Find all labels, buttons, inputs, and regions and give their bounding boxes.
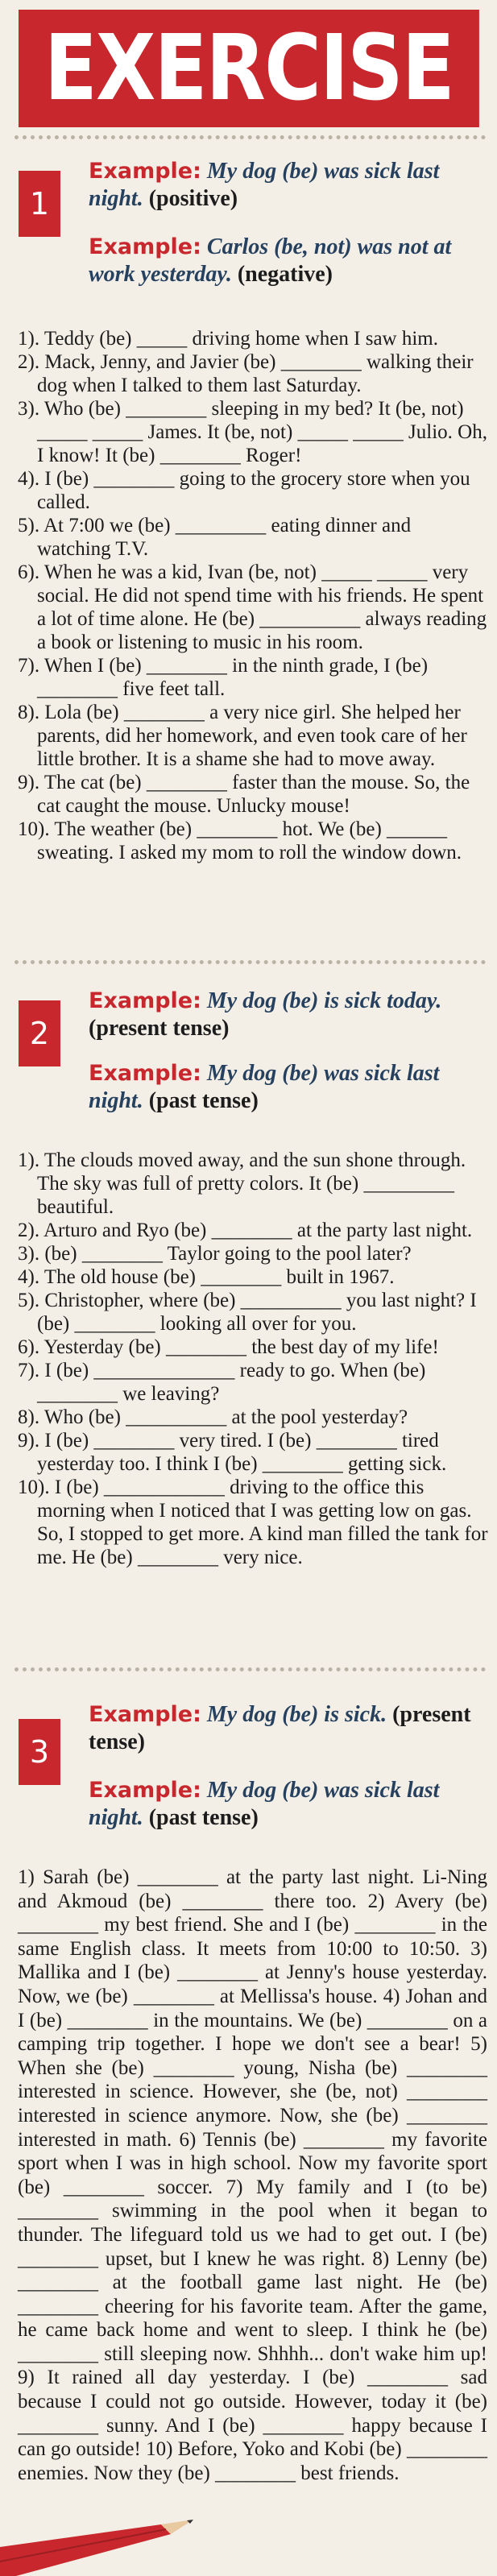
list-item: 1). Teddy (be) _____ driving home when I saw him. [18,328,438,350]
example-type: (present tense) [89,1016,230,1041]
example-sentence: Carlos (be, not) was not at work yesterday. [89,234,452,287]
list-item: 4). The old house (be) ________ built in 1967. [18,1266,395,1288]
list-item: 7). When I (be) ________ in the ninth grade, I (be) ________ five feet tall. [18,655,429,700]
example-label: Example: [89,159,201,184]
list-item: 10). I (be) ____________ driving to the office this morning when I noticed that I was getting low on gas. So, I stopped to get more. A kind man filled the tank for me. He (be) ________ very nice. [18,1476,488,1568]
list-item: 10). The weather (be) ________ hot. We (be) ______ sweating. I asked my mom to roll the window down. [18,818,462,863]
example-sentence: My dog (be) is sick today. [206,988,442,1013]
list-item: 8). Lola (be) ________ a very nice girl. She helped her parents, did her homework, and even took care of her little brother. It is a shame she had to move away. [18,702,467,770]
list-item: 5). At 7:00 we (be) _________ eating dinner and watching T.V. [18,515,412,560]
example-type: (positive) [148,186,238,211]
example-type: (past tense) [148,1088,259,1113]
exercise-paragraph: 1) Sarah (be) ________ at the party last night. Li-Ning and Akmoud (be) ________ there too. 2) Avery (be) ________ my best friend. She and I (be) ________ in the same English class. It meets from 10:00 to 10:50. 3) Mallika and I (be) ________ at Jenny's house yesterday. Now, we (be) ________ at Mellissa's house. 4) Johan and I (be) ________ in the mountains. We (be) ________ on a camping trip together. I hope we don't see a bear! 5) When she (be) ________ young, Nisha (be) ________ interested in science. However, she (be, not) ________ interested in science anymore. Now, she (be) ________ interested in math. 6) Tennis (be) ________ my favorite sport when I was in high school. Now my favorite sport (be) ________ soccer. 7) My family and I (to be) ________ swimming in the pool when it began to thunder. The lifeguard told us we had to get out. I (be) ________ upset, but I knew he was right. 8) Lenny (be) ________ at the football game last night. He (be) ________ cheering for his favorite team. After the game, he came back home and went to sleep. I think he (be) ________ still sleeping now. Shhhh... don't wake him up! 9) It rained all day yesterday. I (be) ________ sad because I could not go outside. However, today it (be) ________ sunny. And I (be) ________ happy because I can go outside! 10) Before, Yoko and Kobi (be) ________ enemies. Now they (be) ________ best friends. [18,1866,487,2484]
list-item: 2). Mack, Jenny, and Javier (be) ________ walking their dog when I talked to them last Saturday. [18,351,474,396]
section-number-badge: 1 [19,171,60,237]
exercise-list-1 [18,327,489,864]
list-item: 5). Christopher, where (be) __________ you last night? I (be) ________ looking all over for you. [18,1290,477,1335]
list-item: 6). Yesterday (be) ________ the best day of my life! [18,1336,439,1358]
example-sentence: My dog (be) was sick last night. [89,1778,440,1830]
divider [14,960,486,964]
section-number-badge: 2 [19,1000,60,1066]
list-item: 8). Who (be) __________ at the pool yesterday? [18,1406,408,1428]
section-number-badge: 3 [19,1719,60,1785]
example-type: (past tense) [148,1805,259,1830]
example-type: (present tense) [89,1702,471,1754]
exercise-list-2 [18,1149,489,1569]
list-item: 3). Who (be) ________ sleeping in my bed? It (be, not) _____ _____ James. It (be, not) _____ _____ Julio. Oh, I know! It (be) ________ Roger! [18,398,487,466]
list-item: 3). (be) ________ Taylor going to the pool later? [18,1243,412,1265]
example-present [89,988,491,1042]
list-item: 6). When he was a kid, Ivan (be, not) _____ _____ very social. He did not spend time with his friends. He spent a lot of time alone. He (be) __________ always reading a book or listening to music in his room. [18,561,487,653]
page-title: EXERCISE [19,10,479,127]
example-label: Example: [89,234,201,259]
divider [14,1667,486,1671]
pencil-icon [0,2520,201,2576]
list-item: 1). The clouds moved away, and the sun shone through. The sky was full of pretty colors. It (be) _________ beautiful. [18,1149,466,1218]
example-sentence: My dog (be) was sick last night. [89,159,440,211]
list-item: 7). I (be) ______________ ready to go. When (be) ________ we leaving? [18,1360,426,1405]
example-label: Example: [89,988,201,1013]
example-negative [89,234,491,288]
example-past [89,1777,491,1832]
example-past [89,1060,491,1115]
example-sentence: My dog (be) is sick. [206,1702,387,1727]
example-sentence: My dog (be) was sick last night. [89,1061,440,1113]
example-label: Example: [89,1702,201,1727]
example-label: Example: [89,1778,201,1803]
example-positive [89,158,491,213]
divider [14,135,486,139]
list-item: 9). I (be) ________ very tired. I (be) ________ tired yesterday too. I think I (be) ________ getting sick. [18,1430,447,1475]
example-type: (negative) [237,262,333,287]
list-item: 4). I (be) ________ going to the grocery store when you called. [18,468,470,513]
list-item: 9). The cat (be) ________ faster than the mouse. So, the cat caught the mouse. Unlucky mouse! [18,772,470,817]
example-label: Example: [89,1061,201,1086]
example-present [89,1701,491,1756]
list-item: 2). Arturo and Ryo (be) ________ at the party last night. [18,1220,473,1241]
